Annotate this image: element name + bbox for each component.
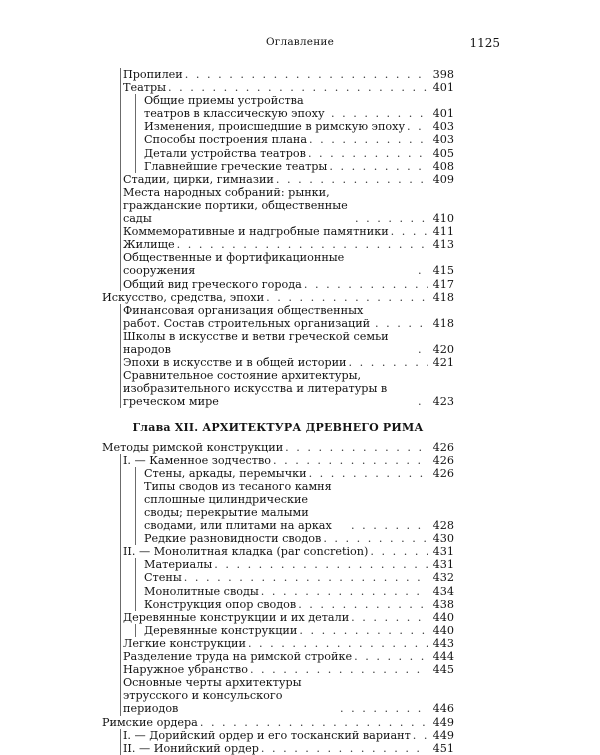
leader-dots <box>375 317 428 330</box>
toc-entry-title: Искусство, средства, эпохи <box>102 290 265 304</box>
toc-group-construction <box>120 454 454 716</box>
toc-subgroup <box>135 94 454 173</box>
leader-dots <box>177 238 428 251</box>
leader-dots <box>418 264 428 277</box>
toc-entry[interactable] <box>121 545 454 558</box>
toc-entry-title: Общий вид греческого города <box>123 277 302 291</box>
toc-entry-page: 449 <box>432 728 454 742</box>
toc-entry[interactable] <box>136 120 454 133</box>
leader-dots <box>309 467 428 480</box>
toc-entry-title: Детали устройства театров <box>144 146 306 160</box>
leader-dots <box>413 729 428 742</box>
toc-entry-title: Главнейшие греческие театры <box>144 159 328 173</box>
toc-entry[interactable] <box>121 454 454 467</box>
toc-entry-title: Монолитные своды <box>144 584 259 598</box>
leader-dots <box>331 107 428 120</box>
toc-entry[interactable] <box>121 663 454 676</box>
toc-entry-page: 440 <box>432 610 454 624</box>
leader-dots <box>261 742 428 755</box>
toc-entry[interactable] <box>121 278 454 291</box>
toc-entry-page: 417 <box>432 277 454 291</box>
toc-entry-page: 420 <box>432 342 454 356</box>
toc-entry[interactable] <box>136 467 454 480</box>
toc-entry-title: Коммеморативные и надгробные памятники <box>123 225 389 239</box>
leader-dots <box>298 598 428 611</box>
toc-entry[interactable] <box>136 571 454 584</box>
toc-entry-title: Способы построения плана <box>144 133 307 147</box>
toc-entry-title: Конструкция опор сводов <box>144 597 297 611</box>
toc-subgroup <box>135 624 454 637</box>
leader-dots <box>304 278 428 291</box>
toc-entry-title: Деревянные конструкции <box>144 623 298 637</box>
toc-entry-title: Жилище <box>123 238 175 252</box>
toc-entry[interactable] <box>136 598 454 611</box>
leader-dots <box>308 147 428 160</box>
toc-entry-page: 440 <box>432 623 454 637</box>
toc-entry-title: Римские ордера <box>102 715 198 729</box>
leader-dots <box>276 173 428 186</box>
toc-entry-title: I. — Каменное зодчество <box>123 453 271 467</box>
page-number: 1125 <box>469 36 500 50</box>
leader-dots <box>418 343 428 356</box>
table-of-contents <box>102 68 454 755</box>
toc-entry[interactable] <box>136 480 454 532</box>
toc-entry[interactable] <box>121 369 454 408</box>
toc-entry-title: Стены <box>144 571 182 585</box>
toc-entry-page: 415 <box>432 264 454 278</box>
leader-dots <box>329 160 428 173</box>
toc-subgroup <box>135 558 454 610</box>
toc-entry-title: Материалы <box>144 558 213 572</box>
toc-entry-page: 432 <box>432 571 454 585</box>
toc-entry[interactable] <box>121 356 454 369</box>
leader-dots <box>261 585 428 598</box>
leader-dots <box>285 441 428 454</box>
toc-entry-title: Методы римской конструкции <box>102 440 284 454</box>
toc-entry-page: 444 <box>432 650 454 664</box>
toc-entry-title: Театры <box>123 81 167 95</box>
toc-entry[interactable] <box>121 304 454 330</box>
leader-dots <box>214 558 428 571</box>
leader-dots <box>266 291 428 304</box>
toc-entry-title: Общие приемы устройства театров в классическую эпоху <box>144 94 325 121</box>
leader-dots <box>407 120 428 133</box>
page-header <box>100 36 500 56</box>
toc-entry-title: Легкие конструкции <box>123 636 246 650</box>
toc-entry-page: 418 <box>432 290 454 304</box>
running-title: Оглавление <box>265 36 335 48</box>
toc-entry[interactable] <box>136 558 454 571</box>
toc-entry-page: 431 <box>432 558 454 572</box>
toc-entry-page: 431 <box>432 545 454 559</box>
toc-entry[interactable] <box>121 251 454 277</box>
toc-entry[interactable] <box>121 729 454 742</box>
toc-entry-title: Деревянные конструкции и их детали <box>123 610 350 624</box>
toc-entry-page: 413 <box>432 238 454 252</box>
toc-entry[interactable] <box>136 160 454 173</box>
toc-entry-title: I. — Дорийский ордер и его тосканский вариант <box>123 728 411 742</box>
leader-dots <box>418 395 428 408</box>
toc-entry[interactable] <box>102 716 454 729</box>
leader-dots <box>354 650 428 663</box>
toc-entry-page: 405 <box>432 146 454 160</box>
toc-group-art <box>120 304 454 409</box>
toc-entry[interactable] <box>121 637 454 650</box>
toc-group-theatres <box>120 68 454 291</box>
toc-entry-title: Общественные и фортификационные сооружения <box>123 251 345 278</box>
leader-dots <box>323 532 428 545</box>
toc-entry-page: 426 <box>432 466 454 480</box>
toc-entry-title: Наружное убранство <box>123 663 248 677</box>
toc-entry[interactable] <box>121 650 454 663</box>
toc-entry-page: 451 <box>432 741 454 755</box>
toc-entry-page: 401 <box>432 81 454 95</box>
toc-entry-page: 449 <box>432 715 454 729</box>
toc-entry-page: 446 <box>432 702 454 716</box>
toc-entry[interactable] <box>121 742 454 755</box>
leader-dots <box>349 356 428 369</box>
leader-dots <box>248 637 428 650</box>
toc-entry-title: Изменения, происшедшие в римскую эпоху <box>144 120 406 134</box>
toc-subgroup <box>135 467 454 546</box>
leader-dots <box>391 225 428 238</box>
toc-entry-page: 423 <box>432 395 454 409</box>
toc-entry[interactable] <box>102 441 454 454</box>
toc-entry-title: Финансовая организация общественных работ. Состав строительных организаций <box>123 303 371 330</box>
leader-dots <box>250 663 428 676</box>
toc-entry-page: 408 <box>432 159 454 173</box>
toc-entry-page: 411 <box>432 225 454 239</box>
toc-entry-page: 426 <box>432 440 454 454</box>
toc-entry-title: Стены, аркады, перемычки <box>144 466 307 480</box>
toc-entry[interactable] <box>121 238 454 251</box>
toc-entry-page: 409 <box>432 172 454 186</box>
toc-entry[interactable] <box>121 676 454 715</box>
leader-dots <box>299 624 428 637</box>
leader-dots <box>340 702 428 715</box>
toc-entry-page: 401 <box>432 107 454 121</box>
toc-entry[interactable] <box>121 173 454 186</box>
toc-entry[interactable] <box>136 624 454 637</box>
toc-entry-page: 430 <box>432 532 454 546</box>
leader-dots <box>168 81 428 94</box>
toc-entry[interactable] <box>121 330 454 356</box>
toc-entry-title: Школы в искусстве и ветви греческой семьи народов <box>123 329 389 356</box>
chapter-heading: Глава XII. АРХИТЕКТУРА ДРЕВНЕГО РИМА <box>132 421 424 435</box>
toc-entry-title: Редкие разновидности сводов <box>144 532 322 546</box>
toc-entry-page: 434 <box>432 584 454 598</box>
toc-entry[interactable] <box>121 611 454 624</box>
toc-entry[interactable] <box>121 81 454 94</box>
toc-group-orders <box>120 729 454 755</box>
toc-entry-title: II. — Ионийский ордер <box>123 741 259 755</box>
leader-dots <box>184 571 428 584</box>
leader-dots <box>273 454 428 467</box>
leader-dots <box>370 545 428 558</box>
toc-entry[interactable] <box>121 225 454 238</box>
toc-entry-title: Основные черты архитектуры этрусского и консульского периодов <box>123 676 302 716</box>
toc-entry-title: II. — Монолитная кладка (par concretion) <box>123 545 369 559</box>
toc-entry[interactable] <box>121 186 454 225</box>
toc-entry-title: Пропилеи <box>123 68 183 81</box>
toc-entry-page: 398 <box>432 68 454 81</box>
toc-entry-page: 403 <box>432 120 454 134</box>
toc-entry-page: 403 <box>432 133 454 147</box>
toc-entry-page: 426 <box>432 453 454 467</box>
toc-entry-page: 445 <box>432 663 454 677</box>
toc-entry[interactable] <box>121 68 454 81</box>
toc-entry[interactable] <box>136 94 454 120</box>
toc-entry[interactable] <box>136 532 454 545</box>
toc-entry-title: Разделение труда на римской стройке <box>123 650 353 664</box>
toc-entry[interactable] <box>136 147 454 160</box>
leader-dots <box>185 68 428 81</box>
leader-dots <box>309 133 428 146</box>
leader-dots <box>355 212 428 225</box>
toc-entry[interactable] <box>136 133 454 146</box>
toc-entry-page: 421 <box>432 356 454 370</box>
toc-entry-page: 443 <box>432 636 454 650</box>
toc-entry-title: Эпохи в искусстве и в общей истории <box>123 356 347 370</box>
toc-entry-title: Сравнительное состояние архитектуры, изобразительного искусства и литературы в греческом мире <box>123 369 388 409</box>
toc-entry-title: Места народных собраний: рынки, гражданские портики, общественные сады <box>123 185 348 226</box>
toc-entry[interactable] <box>102 291 454 304</box>
leader-dots <box>351 611 428 624</box>
toc-entry-page: 428 <box>432 519 454 533</box>
toc-entry[interactable] <box>136 585 454 598</box>
leader-dots <box>351 519 428 532</box>
leader-dots <box>200 716 428 729</box>
toc-entry-title: Стадии, цирки, гимназии <box>123 172 274 186</box>
toc-entry-page: 438 <box>432 597 454 611</box>
toc-entry-page: 418 <box>432 316 454 330</box>
toc-entry-page: 410 <box>432 212 454 226</box>
toc-entry-title: Типы сводов из тесаного камня сплошные цилиндрические своды; перекрытие малыми сводами, или плитами на арках <box>144 479 332 533</box>
